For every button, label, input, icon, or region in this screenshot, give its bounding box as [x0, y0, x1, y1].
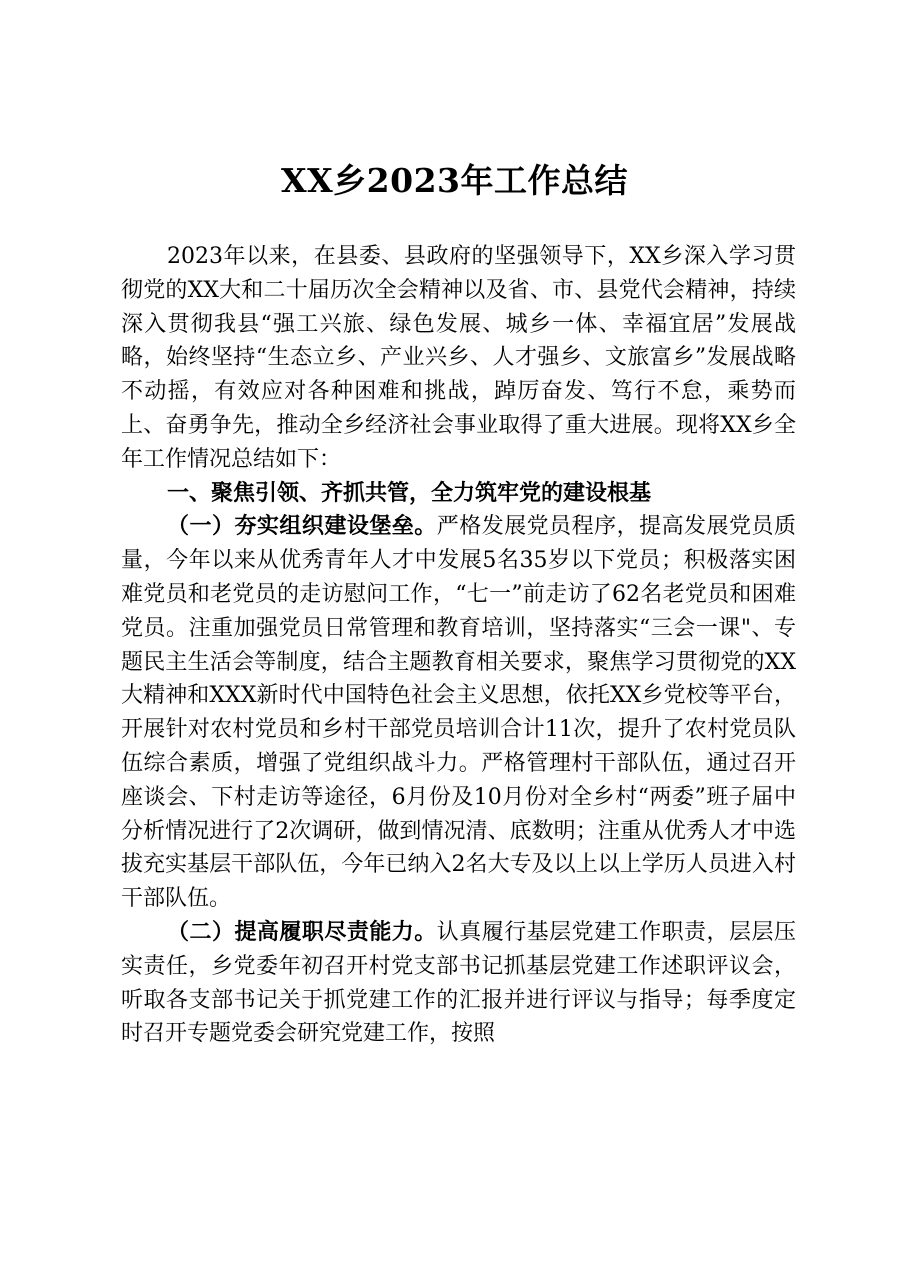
intro-paragraph: 2023年以来，在县委、县政府的坚强领导下，XX乡深入学习贯彻党的XX大和二十届历次全会精神以及省、市、县党代会精神，持续深入贯彻我县“强工兴旅、绿色发展、城乡一体、幸福宜居”发展战略，始终坚持“生态立乡、产业兴乡、人才强乡、文旅富乡”发展战略不动摇，有效应对各种困难和挑战，踔厉奋发、笃行不怠，乘势而上、奋勇争先，推动全乡经济社会事业取得了重大进展。现将XX乡全年工作情况总结如下：: [121, 244, 796, 472]
document-body: [121, 240, 796, 1051]
subsection-2-text: 认真履行基层党建工作职责，层层压实责任，乡党委年初召开村党支部书记抓基层党建工作述职评议会，听取各支部书记关于抓党建工作的汇报并进行评议与指导；每季度定时召开专题党委会研究党建工作，按照: [121, 919, 796, 1047]
subsection-2-lead: （二）提高履职尽责能力。: [167, 918, 437, 945]
subsection-2-paragraph: [121, 916, 796, 1051]
document-title: XX乡2023年工作总结: [280, 161, 629, 200]
section-1-heading: 一、聚焦引领、齐抓共管，全力筑牢党的建设根基: [167, 480, 652, 506]
subsection-1-lead: （一）夯实组织建设堡垒。: [167, 513, 437, 540]
subsection-1-text: 严格发展党员程序，提高发展党员质量，今年以来从优秀青年人才中发展5名35岁以下党员；积极落实困难党员和老党员的走访慰问工作，“七一”前走访了62名老党员和困难党员。注重加强党员日常管理和教育培训，坚持落实“三会一课"、专题民主生活会等制度，结合主题教育相关要求，聚焦学习贯彻党的XX大精神和XXX新时代中国特色社会主义思想，依托XX乡党校等平台，开展针对农村党员和乡村干部党员培训合计11次，提升了农村党员队伍综合素质，增强了党组织战斗力。严格管理村干部队伍，通过召开座谈会、下村走访等途径，6月份及10月份对全乡村“两委”班子届中分析情况进行了2次调研，做到情况清、底数明；注重从优秀人才中选拔充实基层干部队伍，今年已纳入2名大专及以上以上学历人员进入村干部队伍。: [121, 514, 796, 912]
subsection-1-paragraph: [121, 510, 796, 916]
